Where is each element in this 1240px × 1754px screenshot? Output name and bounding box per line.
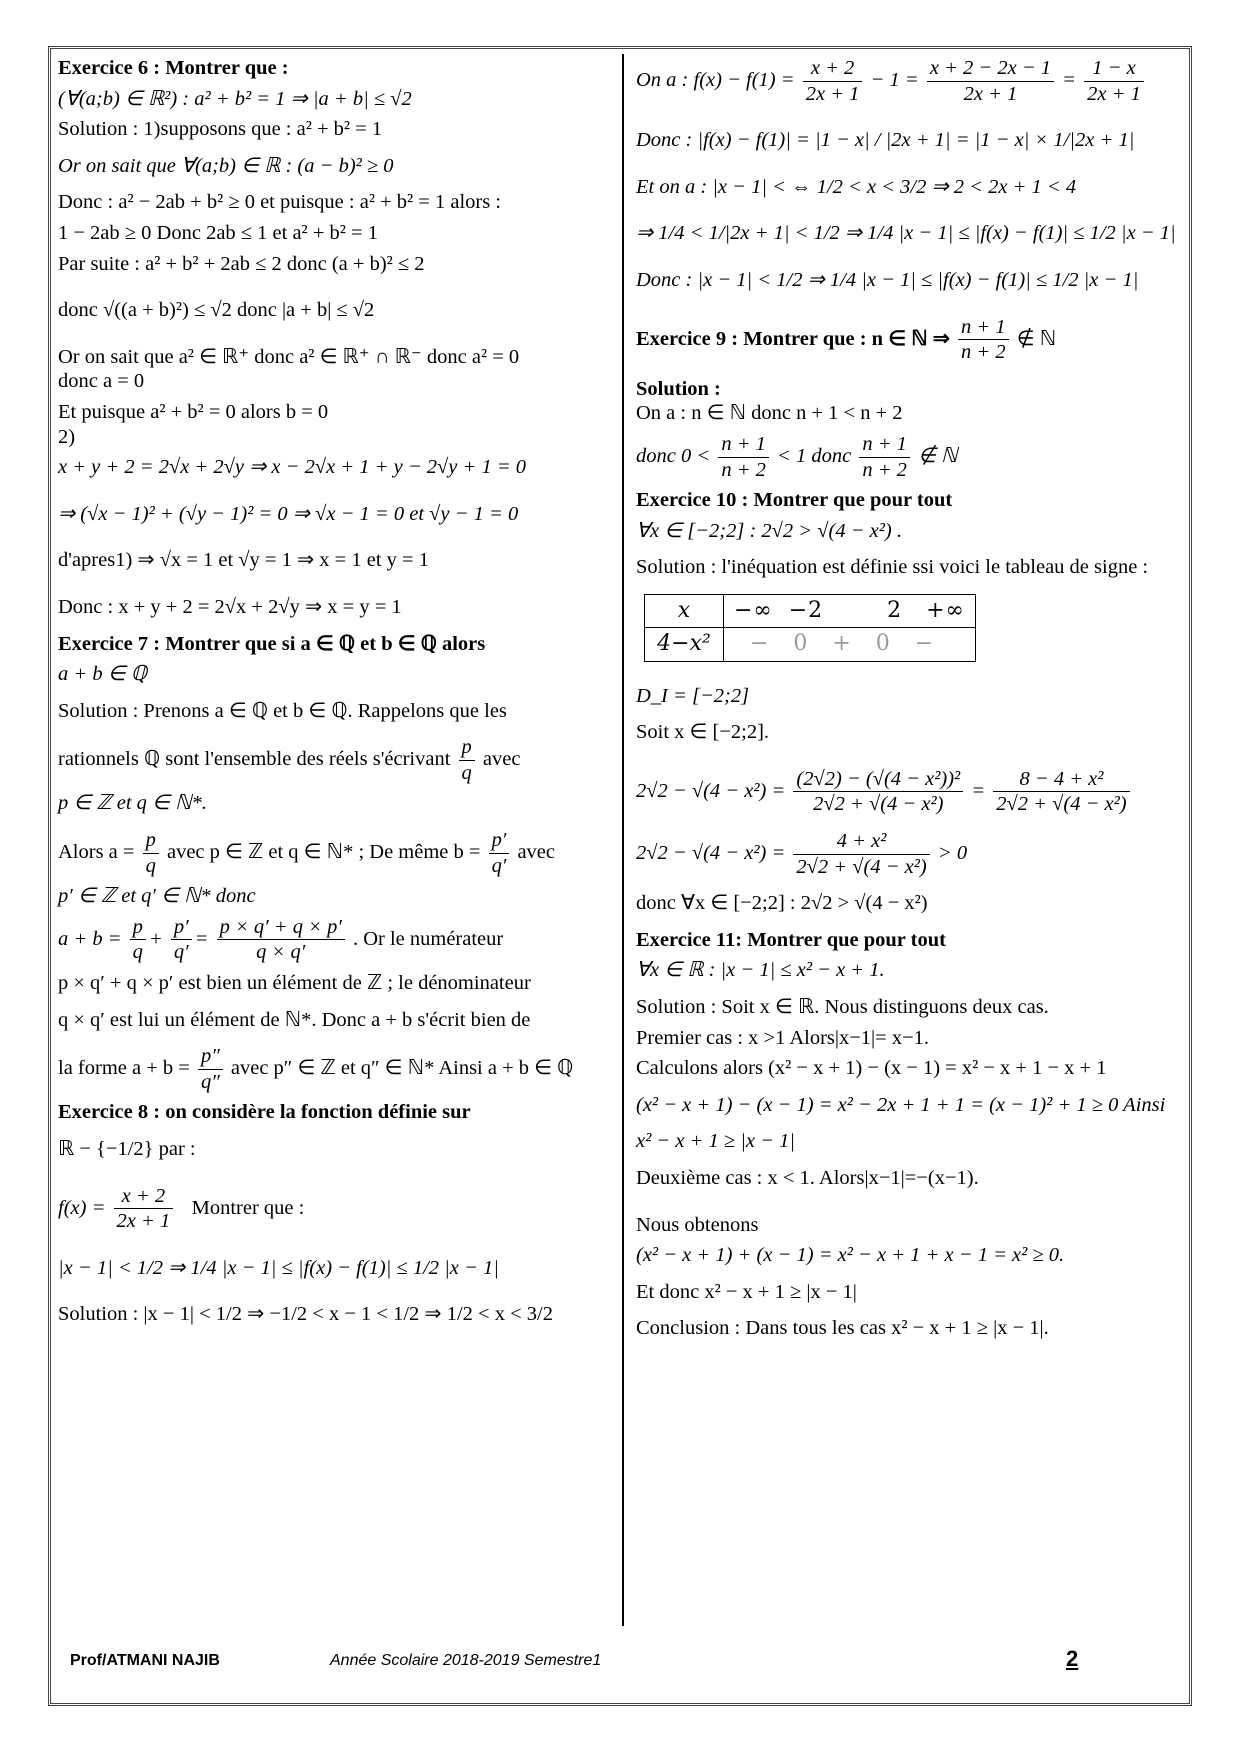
solution-6-line: x + y + 2 = 2√x + 2√y ⇒ x − 2√x + 1 + y − 2√y + 1 = 0 (58, 456, 527, 479)
exercise-8-statement: |x − 1| < 1/2 ⇒ 1/4 |x − 1| ≤ |f(x) − f(1)| ≤ 1/2 |x − 1| (58, 1256, 499, 1279)
fraction: $\frac{p''}{q''}$ (198, 1044, 223, 1094)
solution-11-line: Solution : Soit x ∈ ℝ. Nous distinguons deux cas. (636, 996, 1049, 1019)
solution-7-line: a + b = $\frac{p}{q}$ + $\frac{p'}{q'}$ = $\frac{p \times q' + q \times p'}{q \times q'}$ . Or le numérateur (58, 915, 504, 964)
solution-8-line: Et on a : |x − 1| < ⇔ 1/2 < x < 3/2 ⇒ 2 < 2x + 1 < 4 (636, 175, 1077, 198)
column-divider (622, 54, 624, 1626)
solution-6-line: Et puisque a² + b² = 0 alors b = 0 (58, 400, 329, 423)
solution-11-line: Deuxième cas : x < 1. Alors|x−1|=−(x−1). (636, 1167, 979, 1189)
fraction: $\frac{x + 2 - 2x - 1}{2x + 1}$ (927, 56, 1054, 106)
solution-10-text: = (971, 779, 986, 802)
solution-8-line (636, 56, 1168, 106)
exercise-9-text: Exercice 9 : Montrer que : n ∈ ℕ ⇒ (636, 327, 950, 350)
fraction: $\frac{p'}{q'}$ (171, 915, 192, 965)
solution-11-line: (x² − x + 1) + (x − 1) = x² − x + 1 + x − 1 = x² ≥ 0. (636, 1244, 1065, 1267)
exercise-11-statement: ∀x ∈ ℝ : |x − 1| ≤ x² − x + 1. (636, 959, 885, 982)
solution-7-line (58, 828, 610, 878)
exercise-6-title: Exercice 6 : Montrer que : (58, 57, 289, 79)
solution-8-text: = (1062, 68, 1077, 91)
solution-6-line: ⇒ (√x − 1)² + (√y − 1)² = 0 ⇒ √x − 1 = 0 et √y − 1 = 0 (58, 502, 519, 525)
page-number: 2 (1066, 1646, 1079, 1671)
exercise-8-function (58, 1184, 610, 1234)
fraction: $\frac{p}{q}$ (130, 915, 146, 965)
solution-11-line: Calculons alors (x² − x + 1) − (x − 1) = x² − x + 1 − x + 1 (636, 1057, 1107, 1080)
fraction: $\frac{n + 1}{n + 2}$ (859, 432, 910, 482)
solution-11-line: x² − x + 1 ≥ |x − 1| (636, 1130, 795, 1153)
solution-6-line: Donc : x + y + 2 = 2√x + 2√y ⇒ x = y = 1 (58, 595, 402, 618)
fraction: $\frac{p}{q}$ (459, 735, 475, 785)
solution-8-line: ⇒ 1/4 < 1/|2x + 1| < 1/2 ⇒ 1/4 |x − 1| ≤ |f(x) − f(1)| ≤ 1/2 |x − 1| (636, 222, 1176, 245)
fraction: $\frac{n + 1}{n + 2}$ (958, 315, 1009, 365)
solution-7-text: avec (517, 840, 555, 863)
solution-9-text: donc 0 < (636, 444, 711, 467)
exercise-8-title: Exercice 8 : on considère la fonction définie sur (58, 1101, 471, 1124)
solution-7-text: la forme a + b = (58, 1057, 190, 1080)
solution-6-line: donc √((a + b)²) ≤ √2 donc |a + b| ≤ √2 (58, 299, 375, 322)
solution-7-line (58, 1044, 610, 1094)
fraction: $\frac{p'}{q'}$ (489, 828, 510, 878)
exercise-9-title (636, 315, 1168, 365)
exercise-10-statement: ∀x ∈ [−2;2] : 2√2 > √(4 − x²) . (636, 519, 902, 542)
solution-10-line: Solution : l'inéquation est définie ssi voici le tableau de signe : (636, 556, 1149, 579)
exercise-6-statement: (∀(a;b) ∈ ℝ²) : a² + b² = 1 ⇒ |a + b| ≤ √2 (58, 87, 412, 110)
fraction: $\frac{x + 2}{2x + 1}$ (114, 1184, 174, 1234)
solution-9-line (636, 432, 1168, 482)
fraction: $\frac{p}{q}$ (143, 828, 159, 878)
solution-7-text: avec (482, 748, 521, 771)
exercise-8-text: f(x) = (58, 1196, 106, 1219)
fraction: $\frac{1 - x}{2x + 1}$ (1084, 56, 1144, 106)
footer-author: Prof/ATMANI NAJIB (70, 1652, 220, 1669)
solution-9-line: On a : n ∈ ℕ donc n + 1 < n + 2 (636, 402, 903, 425)
solution-11-conclusion: Conclusion : Dans tous les cas x² − x + 1 ≥ |x − 1|. (636, 1317, 1049, 1340)
solution-8-line: Donc : |f(x) − f(1)| = |1 − x| / |2x + 1| = |1 − x| × 1/|2x + 1| (636, 129, 1135, 152)
solution-7-text: a + b = (58, 927, 122, 950)
solution-10-text: 2√2 − √(4 − x²) = (636, 779, 786, 802)
solution-10-conclusion: donc ∀x ∈ [−2;2] : 2√2 > √(4 − x²) (636, 892, 928, 915)
solution-6-line: d'apres1) ⇒ √x = 1 et √y = 1 ⇒ x = 1 et y = 1 (58, 549, 429, 572)
footer-school-year: Année Scolaire 2018-2019 Semestre1 (330, 1652, 602, 1669)
fraction: $\frac{x + 2}{2x + 1}$ (803, 56, 863, 106)
exercise-9-text: ∉ ℕ (1016, 327, 1057, 350)
sign-table-x-header: x (645, 594, 724, 627)
exercise-7-title: Exercice 7 : Montrer que si a ∈ ℚ et b ∈ ℚ alors (58, 632, 486, 655)
exercise-11-title: Exercice 11: Montrer que pour tout (636, 928, 946, 951)
sign-table (644, 594, 976, 662)
solution-8-text: On a : f(x) − f(1) = (636, 68, 795, 91)
fraction: $\frac{n + 1}{n + 2}$ (718, 432, 769, 482)
solution-11-line: Et donc x² − x + 1 ≥ |x − 1| (636, 1280, 857, 1303)
solution-8-line: Solution : |x − 1| < 1/2 ⇒ −1/2 < x − 1 < 1/2 ⇒ 1/2 < x < 3/2 (58, 1303, 553, 1326)
solution-7-line: q × q′ est lui un élément de ℕ*. Donc a + b s'écrit bien de (58, 1008, 531, 1031)
solution-9-text: < 1 donc (777, 444, 852, 467)
solution-10-text: 2√2 − √(4 − x²) = (636, 841, 786, 864)
solution-8-text: − 1 = (870, 68, 919, 91)
solution-7-text: . Or le numérateur (352, 927, 504, 950)
solution-7-line: p′ ∈ ℤ et q′ ∈ ℕ* donc (58, 885, 256, 908)
solution-11-line: Nous obtenons (636, 1213, 759, 1236)
solution-7-text: avec p ∈ ℤ et q ∈ ℕ* ; De même b = (166, 840, 481, 863)
solution-7-line: p ∈ ℤ et q ∈ ℕ*. (58, 792, 207, 815)
solution-7-text: Alors a = (58, 840, 135, 863)
solution-7-line: p × q′ + q × p′ est bien un élément de ℤ ; le dénominateur (58, 972, 531, 995)
solution-6-line: Or on sait que ∀(a;b) ∈ ℝ : (a − b)² ≥ 0 (58, 154, 394, 177)
solution-7-line (58, 735, 610, 785)
left-column (58, 56, 610, 1327)
solution-9-text: ∉ ℕ (918, 444, 958, 467)
exercise-8-text: Montrer que : (191, 1196, 305, 1219)
solution-6-line: donc a = 0 (58, 370, 145, 393)
solution-7-text: rationnels ℚ sont l'ensemble des réels s'écrivant (58, 748, 451, 771)
solution-11-line: Premier cas : x >1 Alors|x−1|= x−1. (636, 1026, 930, 1049)
solution-10-line (636, 767, 1168, 817)
solution-11-line: (x² − x + 1) − (x − 1) = x² − 2x + 1 + 1 = (x − 1)² + 1 ≥ 0 Ainsi (636, 1093, 1166, 1116)
solution-9-title: Solution : (636, 377, 721, 400)
exercise-8-domain: ℝ − {−1/2} par : (58, 1138, 196, 1160)
solution-6-line: 1 − 2ab ≥ 0 Donc 2ab ≤ 1 et a² + b² = 1 (58, 221, 378, 244)
solution-10-line (636, 829, 1168, 879)
solution-10-domain: D_I = [−2;2] (636, 684, 750, 707)
solution-6-line: Par suite : a² + b² + 2ab ≤ 2 donc (a + b)² ≤ 2 (58, 252, 425, 275)
fraction: $\frac{p \times q' + q \times p'}{q \times q'}$ (217, 915, 345, 965)
fraction: $\frac{\text{(2√2) − (√(4 − x²))²}}{\text{2√2 + √(4 − x²)}}$ (793, 767, 963, 817)
solution-8-line: Donc : |x − 1| < 1/2 ⇒ 1/4 |x − 1| ≤ |f(x) − f(1)| ≤ 1/2 |x − 1| (636, 268, 1139, 291)
fraction: $\frac{\text{8 − 4 + x²}}{\text{2√2 + √(4 − x²)}}$ (993, 767, 1129, 817)
exercise-10-title: Exercice 10 : Montrer que pour tout (636, 489, 953, 512)
solution-6-line: Donc : a² − 2ab + b² ≥ 0 et puisque : a² + b² = 1 alors : (58, 191, 502, 214)
exercise-7-statement: a + b ∈ ℚ (58, 663, 147, 686)
solution-7-text: avec p″ ∈ ℤ et q″ ∈ ℕ* Ainsi a + b ∈ ℚ (230, 1057, 574, 1080)
right-column (636, 56, 1176, 1341)
sign-table-expr-header: 4−x² (645, 628, 724, 661)
sign-table-x-values: −∞ −2 2 +∞ (724, 594, 976, 627)
solution-10-text: > 0 (937, 841, 968, 864)
solution-10-line: Soit x ∈ [−2;2]. (636, 721, 770, 744)
fraction: $\frac{\text{4 + x²}}{\text{2√2 + √(4 − x²)}}$ (793, 829, 929, 879)
solution-6-line: Or on sait que a² ∈ ℝ⁺ donc a² ∈ ℝ⁺ ∩ ℝ⁻ donc a² = 0 (58, 345, 520, 368)
solution-6-part2: 2) (58, 425, 76, 448)
solution-6-line: Solution : 1)supposons que : a² + b² = 1 (58, 118, 383, 141)
sign-table-sign-values: − 0 + 0 − (724, 628, 976, 661)
solution-7-line: Solution : Prenons a ∈ ℚ et b ∈ ℚ. Rappelons que les (58, 699, 507, 722)
